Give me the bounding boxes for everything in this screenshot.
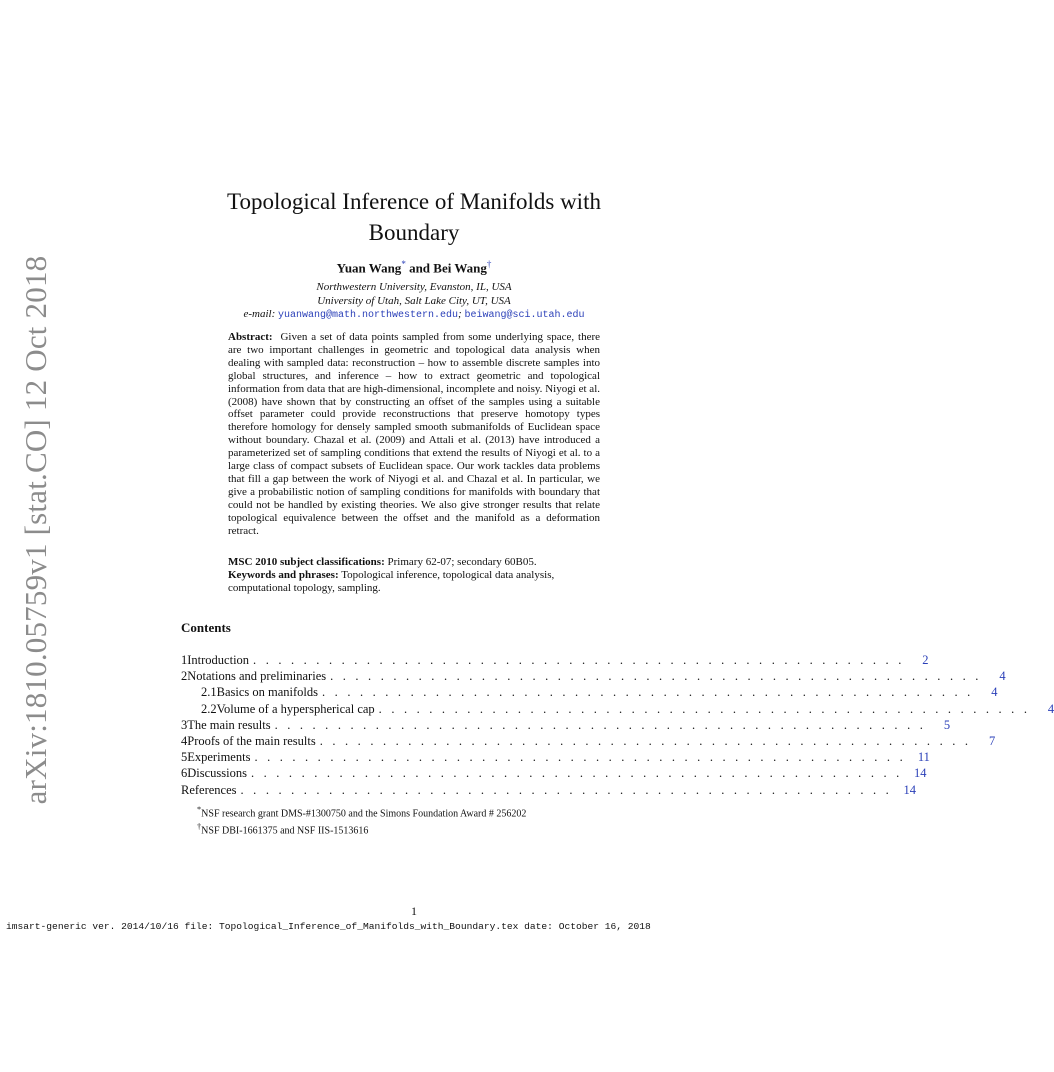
msc-label: MSC 2010 subject classifications: (228, 556, 385, 568)
author-2: Bei Wang (433, 260, 487, 276)
email-link-1[interactable]: yuanwang@math.northwestern.edu (278, 310, 459, 321)
toc-leader: . . . . . . . . . . . . . . . . . . . . . . . . . . . . . . . . . . . . . . . . . . . . . . . . . . . . (378, 701, 1031, 716)
toc-entry-hyperspherical-cap[interactable] (181, 701, 1054, 717)
msc-line (228, 556, 600, 569)
footnote-2 (197, 821, 637, 838)
email-line (0, 308, 828, 323)
toc-entry-experiments[interactable] (181, 749, 930, 765)
affiliation-1: Northwestern University, Evanston, IL, USA (316, 281, 512, 293)
toc-leader: . . . . . . . . . . . . . . . . . . . . . . . . . . . . . . . . . . . . . . . . . . . . . . . . . . . . (240, 782, 893, 797)
affiliation-2: University of Utah, Salt Lake City, UT, USA (317, 294, 511, 307)
toc-title: The main results (187, 717, 271, 732)
toc-number: 4 (181, 733, 188, 748)
toc-number: 2.2 (201, 701, 217, 716)
footnote-2-text: NSF DBI-1661375 and NSF IIS-1513616 (201, 825, 369, 837)
toc-title: Discussions (187, 766, 247, 781)
footnote-1-mark: * (197, 805, 202, 814)
toc-leader: . . . . . . . . . . . . . . . . . . . . . . . . . . . . . . . . . . . . . . . . . . . . . . . . . . . . (322, 685, 974, 700)
keywords-line (228, 569, 600, 595)
toc-page-link[interactable]: 14 (913, 766, 927, 781)
toc-page-link[interactable]: 11 (917, 750, 930, 765)
author-1-footnote-mark[interactable]: * (401, 259, 406, 269)
authors-and: and (405, 260, 434, 276)
toc-title: Basics on manifolds (216, 685, 319, 700)
toc-title: Proofs of the main results (187, 733, 316, 748)
toc-leader: . . . . . . . . . . . . . . . . . . . . . . . . . . . . . . . . . . . . . . . . . . . . . . . . . . . . (250, 766, 903, 781)
toc-entry-basics-on-manifolds[interactable] (181, 684, 998, 700)
title-line-2: Boundary (368, 220, 460, 245)
toc-leader: . . . . . . . . . . . . . . . . . . . . . . . . . . . . . . . . . . . . . . . . . . . . . . . . . . . . (253, 653, 905, 667)
toc-entry-introduction[interactable] (181, 652, 929, 668)
toc-page-link[interactable]: 4 (1047, 701, 1054, 716)
toc-page-link[interactable]: 4 (999, 669, 1006, 684)
toc-leader: . . . . . . . . . . . . . . . . . . . . . . . . . . . . . . . . . . . . . . . . . . . . . . . . . . . . (330, 669, 982, 684)
toc-title: Introduction (187, 653, 250, 667)
toc-entry-notations[interactable] (181, 668, 1006, 684)
toc-entry-references[interactable] (181, 782, 917, 798)
author-2-footnote-mark[interactable]: † (486, 259, 492, 269)
toc-title: Experiments (187, 750, 251, 765)
affiliations (0, 281, 828, 323)
arxiv-side-stamp: arXiv:1810.05759v1 [stat.CO] 12 Oct 2018 (18, 255, 53, 805)
footnote-1 (197, 804, 637, 821)
abstract-text: Given a set of data points sampled from some underlying space, there are two important challenges in geometric and topological data analysis when dealing with sampled data: reconstruction – how to assemble discrete samples into global structures, and inference – how to extract geometric and topological information from data that are high-dimensional, incomplete and noisy. Niyogi et al. (2008) have shown that by constructing an offset of the samples using a suitable offset parameter could provide reconstructions that preserve homotopy types therefore homology for densely sampled smooth submanifolds of Euclidean space without boundary. Chazal et al. (2009) and Attali et al. (2013) have introduced a parameterized set of sampling conditions that extend the results of Niyogi et al. to a large class of compact subsets of Euclidean space. Our work tackles data problems that fill a gap between the work of Niyogi et al. and Chazal et al. In particular, we give a probabilistic notion of sampling conditions for manifolds with boundary that could not be handled by existing theories. We also give stronger results that relate topological equivalence between the offset and the manifold as a deformation retract. (228, 331, 600, 537)
table-of-contents (181, 652, 1054, 798)
toc-number: 5 (181, 750, 188, 765)
toc-number: 3 (181, 717, 188, 732)
footnote-2-mark: † (197, 821, 202, 831)
footnotes (197, 804, 637, 838)
email-separator: ; (458, 308, 465, 320)
toc-entry-discussions[interactable] (181, 765, 927, 781)
toc-page-link[interactable]: 5 (943, 717, 951, 732)
contents-heading: Contents (181, 620, 231, 635)
author-1: Yuan Wang (336, 260, 402, 276)
keywords-text: Topological inference, topological data analysis, computational topology, sampling. (228, 568, 555, 594)
toc-title: References (181, 782, 237, 797)
toc-leader: . . . . . . . . . . . . . . . . . . . . . . . . . . . . . . . . . . . . . . . . . . . . . . . . . . . . (274, 717, 927, 732)
page-number: 1 (411, 904, 417, 918)
toc-title: Notations and preliminaries (187, 669, 327, 684)
abstract-label: Abstract: (228, 331, 273, 343)
toc-leader: . . . . . . . . . . . . . . . . . . . . . . . . . . . . . . . . . . . . . . . . . . . . . . . . . . . . (319, 733, 972, 748)
keywords-label: Keywords and phrases: (228, 568, 339, 581)
footnote-1-text: NSF research grant DMS-#1300750 and the Simons Foundation Award # 256202 (201, 808, 527, 820)
toc-entry-main-results[interactable] (181, 717, 951, 733)
toc-number: 6 (181, 766, 188, 781)
toc-page-link[interactable]: 2 (922, 653, 929, 667)
toc-page-link[interactable]: 4 (991, 685, 998, 700)
email-label: e-mail: (243, 308, 279, 320)
toc-number: 2 (181, 669, 188, 684)
toc-page-link[interactable]: 7 (988, 733, 996, 748)
paper-title (0, 186, 828, 248)
toc-number: 1 (181, 653, 188, 667)
toc-entry-proofs[interactable] (181, 733, 996, 749)
authors (0, 259, 828, 276)
title-line-1: Topological Inference of Manifolds with (227, 189, 601, 214)
toc-title: Volume of a hyperspherical cap (216, 701, 375, 716)
toc-leader: . . . . . . . . . . . . . . . . . . . . . . . . . . . . . . . . . . . . . . . . . . . . . . . . . . . . (254, 750, 906, 765)
toc-page-link[interactable]: 14 (903, 782, 917, 797)
imsart-footer: imsart-generic ver. 2014/10/16 file: Topological_Inference_of_Manifolds_with_Boundary.tex date: October 16, 2018 (6, 921, 651, 932)
toc-number: 2.1 (201, 685, 217, 700)
email-link-2[interactable]: beiwang@sci.utah.edu (464, 310, 585, 321)
msc-text: Primary 62-07; secondary 60B05. (387, 556, 537, 568)
classifications (228, 556, 600, 595)
abstract (228, 331, 600, 538)
